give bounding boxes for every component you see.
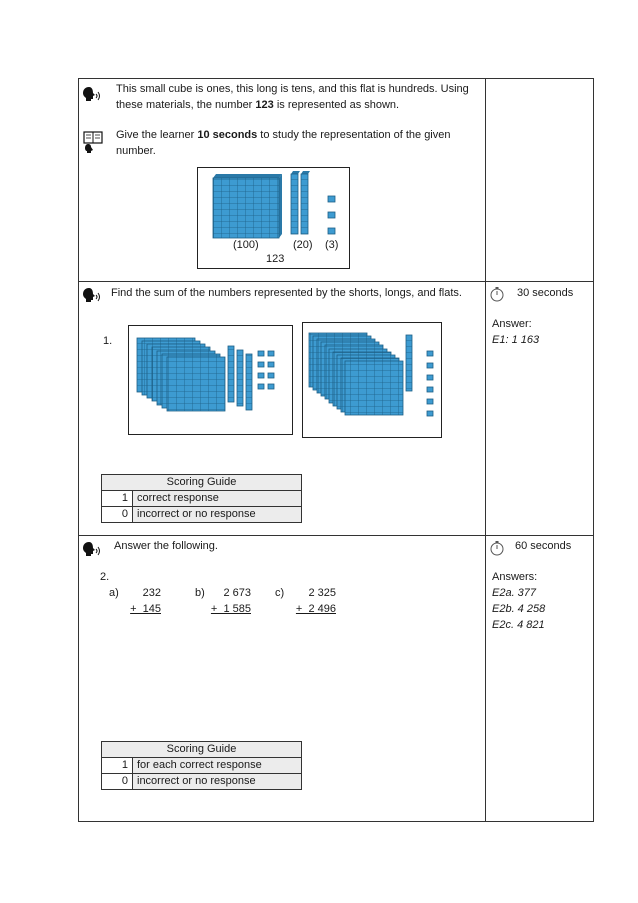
q1-number: 1. bbox=[103, 335, 113, 347]
table-row: 1 for each correct response bbox=[102, 758, 302, 774]
problem-b-bottom: + 1 585 bbox=[210, 603, 251, 615]
learner-book-icon bbox=[83, 131, 103, 153]
q2-answer-b: E2b. 4 258 bbox=[492, 603, 546, 615]
problem-c-label: c) bbox=[275, 587, 285, 599]
problem-a-label: a) bbox=[109, 587, 119, 599]
q2-number: 2. bbox=[100, 571, 110, 583]
units-b bbox=[427, 351, 433, 416]
unit-cube-3 bbox=[328, 228, 335, 234]
intro-text: This small cube is ones, this long is tens, and this flat is hundreds. Using these materials, the number 123 is represented as shown. bbox=[116, 83, 469, 111]
speaker-icon bbox=[83, 286, 103, 304]
speaker-icon bbox=[83, 85, 103, 103]
problem-c-bottom: + 2 496 bbox=[295, 603, 336, 615]
q1-scoring-guide bbox=[101, 474, 302, 523]
q2-answers-label: Answers: bbox=[492, 571, 538, 583]
table-row: 1 correct response bbox=[102, 491, 302, 507]
q2-answer-c: E2c. 4 821 bbox=[492, 619, 545, 631]
q2-answer-a: E2a. 377 bbox=[492, 587, 537, 599]
longs-a bbox=[228, 346, 252, 410]
problem-b-label: b) bbox=[195, 587, 205, 599]
ten-long-2 bbox=[301, 171, 310, 234]
scoring-guide-title: Scoring Guide bbox=[102, 742, 302, 758]
problem-b-top: 2 673 bbox=[223, 587, 251, 599]
q1-instruction: Find the sum of the numbers represented by the shorts, longs, and flats. bbox=[111, 287, 462, 299]
longs-b bbox=[406, 335, 412, 391]
q1-figure-b bbox=[302, 322, 442, 438]
question-2-section bbox=[78, 535, 594, 822]
base-ten-123-figure bbox=[197, 167, 350, 269]
q1-blocks-a bbox=[129, 326, 292, 434]
give-learner-text: Give the learner 10 seconds to study the representation of the given number. bbox=[116, 129, 451, 157]
stopwatch-icon bbox=[490, 540, 506, 556]
speaker-icon bbox=[83, 540, 103, 558]
stopwatch-icon bbox=[490, 286, 506, 302]
unit-cube-2 bbox=[328, 212, 335, 218]
problem-c-top: 2 325 bbox=[308, 587, 336, 599]
ten-long-1 bbox=[291, 171, 300, 234]
flats-stack-a bbox=[137, 338, 225, 411]
hundred-flat bbox=[213, 174, 282, 238]
table-row: 0 incorrect or no response bbox=[102, 507, 302, 523]
q2-scoring-guide bbox=[101, 741, 302, 790]
label-three: (3) bbox=[325, 239, 339, 251]
q1-figure-a bbox=[128, 325, 293, 435]
label-hundred: (100) bbox=[233, 239, 259, 251]
unit-cube-1 bbox=[328, 196, 335, 202]
question-1-section bbox=[78, 281, 594, 536]
q1-answer: E1: 1 163 bbox=[492, 334, 540, 346]
q1-answer-label: Answer: bbox=[492, 318, 532, 330]
scoring-guide-title: Scoring Guide bbox=[102, 475, 302, 491]
assessment-sheet bbox=[78, 78, 594, 822]
label-number: 123 bbox=[266, 253, 285, 265]
units-a bbox=[258, 351, 274, 389]
flats-stack-b bbox=[309, 333, 403, 415]
q1-blocks-b bbox=[303, 323, 441, 437]
q2-time: 60 seconds bbox=[515, 540, 572, 552]
label-twenty: (20) bbox=[293, 239, 313, 251]
problem-a-top: 232 bbox=[142, 587, 161, 599]
problem-a-bottom: + 145 bbox=[130, 603, 161, 615]
table-row: 0 incorrect or no response bbox=[102, 774, 302, 790]
q1-time: 30 seconds bbox=[517, 287, 574, 299]
intro-section bbox=[78, 78, 594, 282]
q2-instruction: Answer the following. bbox=[114, 540, 218, 552]
